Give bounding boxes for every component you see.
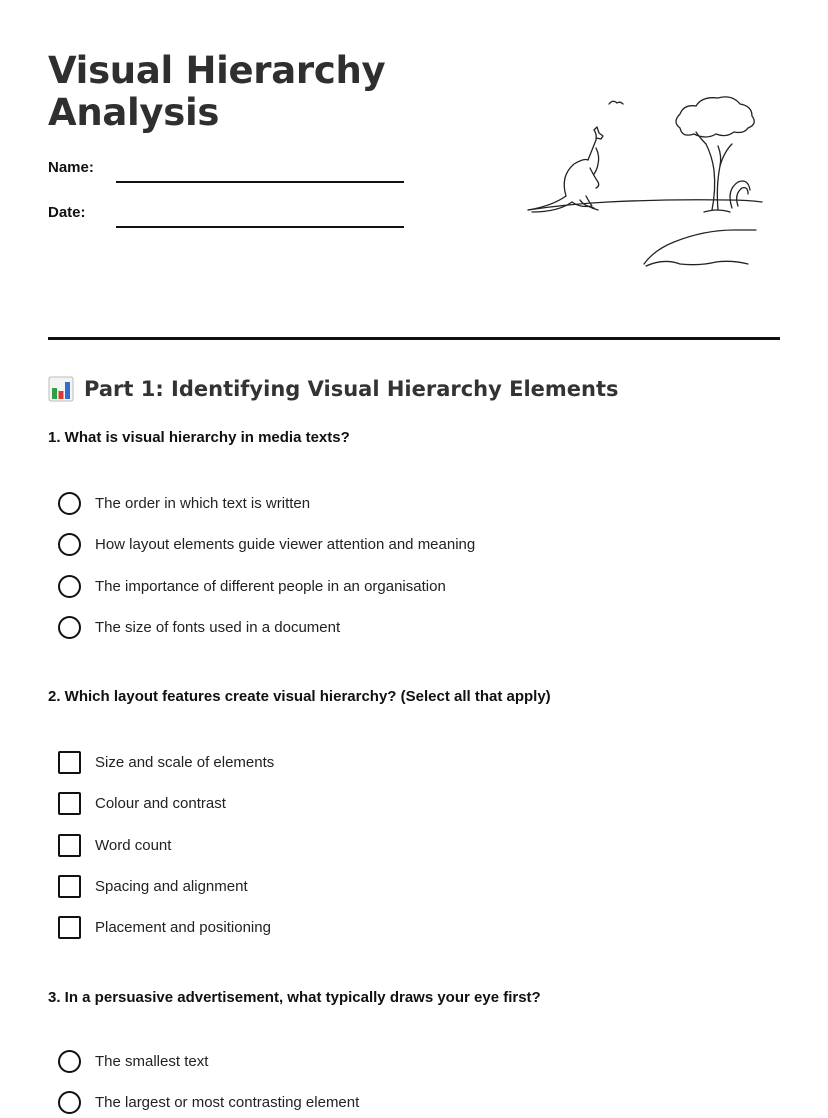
section-divider [48, 337, 780, 340]
option-label: The importance of different people in an organisation [95, 577, 446, 595]
date-label: Date: [48, 204, 86, 221]
q1-option-3[interactable] [58, 574, 446, 598]
checkbox[interactable] [58, 875, 81, 898]
option-label: Colour and contrast [95, 794, 226, 812]
checkbox[interactable] [58, 751, 81, 774]
checkbox[interactable] [58, 916, 81, 939]
name-input-line[interactable] [116, 181, 404, 183]
date-field[interactable] [48, 204, 408, 234]
radio-button[interactable] [58, 492, 81, 515]
radio-button[interactable] [58, 616, 81, 639]
checkbox[interactable] [58, 792, 81, 815]
kangaroo-tree-illustration [520, 88, 770, 278]
q2-option-2[interactable] [58, 791, 226, 815]
q1-option-1[interactable] [58, 491, 310, 515]
q1-option-4[interactable] [58, 615, 340, 639]
title-line-1: Visual Hierarchy [48, 49, 386, 92]
q2-option-4[interactable] [58, 874, 248, 898]
question-3-prompt: 3. In a persuasive advertisement, what typically draws your eye first? [48, 989, 541, 1006]
checkbox[interactable] [58, 834, 81, 857]
title-line-2: Analysis [48, 91, 220, 134]
option-label: The smallest text [95, 1052, 209, 1070]
option-label: The largest or most contrasting element [95, 1093, 360, 1111]
question-1-prompt: 1. What is visual hierarchy in media texts? [48, 429, 350, 446]
radio-button[interactable] [58, 1050, 81, 1073]
option-label: How layout elements guide viewer attention and meaning [95, 535, 476, 553]
q3-option-2[interactable] [58, 1090, 359, 1114]
option-label: Placement and positioning [95, 918, 271, 936]
option-label: Size and scale of elements [95, 753, 275, 771]
q2-option-3[interactable] [58, 833, 171, 857]
page-title [48, 50, 428, 134]
radio-button[interactable] [58, 575, 81, 598]
bar-chart-icon [48, 376, 74, 402]
name-label: Name: [48, 159, 94, 176]
option-label: Word count [95, 836, 172, 854]
question-2-prompt: 2. Which layout features create visual hierarchy? (Select all that apply) [48, 688, 551, 705]
option-label: The order in which text is written [95, 494, 311, 512]
option-label: The size of fonts used in a document [95, 618, 341, 636]
date-input-line[interactable] [116, 226, 404, 228]
tree-icon [676, 97, 754, 212]
name-field[interactable] [48, 159, 408, 189]
q3-option-1[interactable] [58, 1049, 208, 1073]
option-label: Spacing and alignment [95, 877, 248, 895]
q1-option-2[interactable] [58, 532, 475, 556]
radio-button[interactable] [58, 533, 81, 556]
radio-button[interactable] [58, 1091, 81, 1114]
q2-option-1[interactable] [58, 750, 274, 774]
bird-icon [609, 101, 623, 104]
kangaroo-icon [528, 127, 603, 212]
part1-heading [48, 372, 619, 406]
q2-option-5[interactable] [58, 915, 271, 939]
part1-title: Part 1: Identifying Visual Hierarchy Elements [84, 377, 619, 401]
